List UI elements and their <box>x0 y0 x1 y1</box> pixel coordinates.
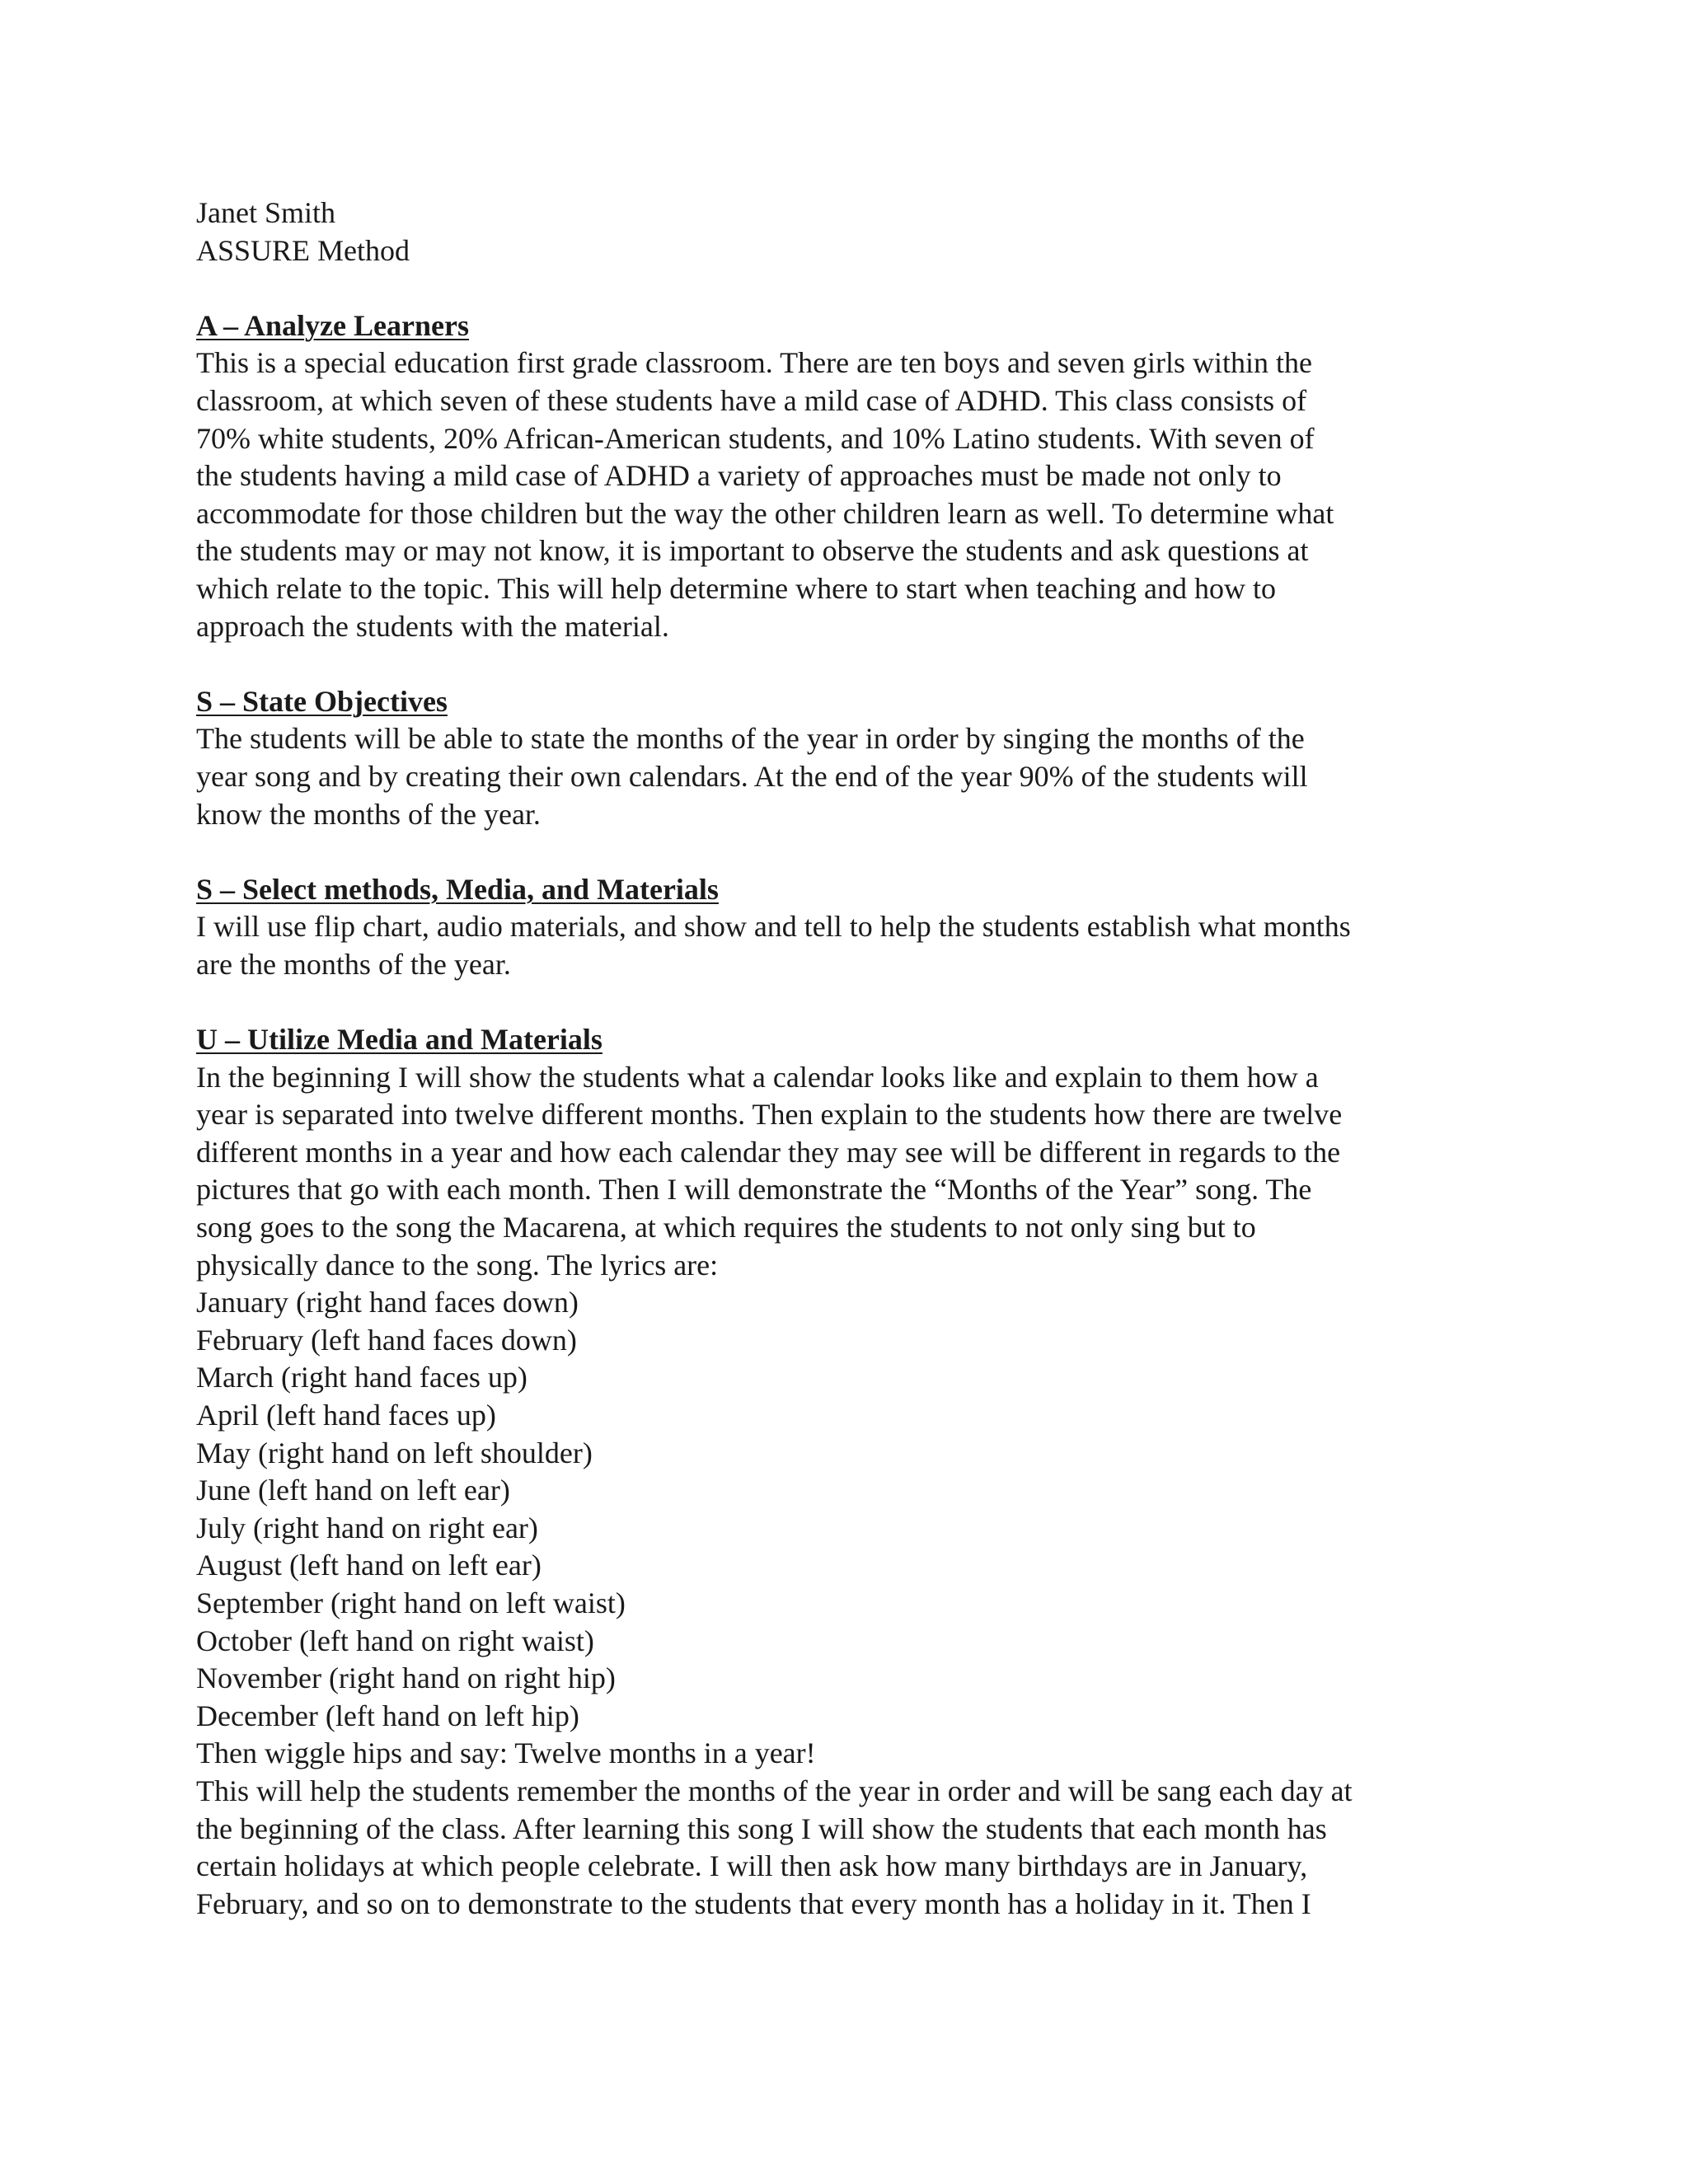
lyric-line: July (right hand on right ear) <box>196 1511 538 1544</box>
lyric-line: October (left hand on right waist) <box>196 1624 594 1657</box>
lyric-line: December (left hand on left hip) <box>196 1699 579 1732</box>
spacer <box>196 645 1482 683</box>
paragraph-line: song goes to the song the Macarena, at which requires the students to not only sing but to <box>196 1211 1256 1244</box>
section-heading-state-objectives: S – State Objectives <box>196 684 448 718</box>
lyric-line: March (right hand faces up) <box>196 1361 528 1394</box>
lyric-line: Then wiggle hips and say: Twelve months in a year! <box>196 1736 816 1770</box>
section-heading-select-methods: S – Select methods, Media, and Materials <box>196 872 719 906</box>
spacer <box>196 269 1482 307</box>
paragraph-line: In the beginning I will show the students what a calendar looks like and explain to them how a <box>196 1060 1319 1094</box>
paragraph-line: the beginning of the class. After learning this song I will show the students that each month has <box>196 1811 1327 1845</box>
paragraph-line: different months in a year and how each calendar they may see will be different in regards to the <box>196 1135 1341 1169</box>
lyric-line: September (right hand on left waist) <box>196 1586 626 1619</box>
paragraph-line: approach the students with the material. <box>196 609 669 643</box>
paragraph-line: I will use flip chart, audio materials, and show and tell to help the students establish what months <box>196 910 1351 944</box>
paragraph-line: the students having a mild case of ADHD a variety of approaches must be made not only to <box>196 459 1282 493</box>
lyric-line: August (left hand on left ear) <box>196 1549 542 1582</box>
document-page <box>196 194 1482 1923</box>
lyric-line: May (right hand on left shoulder) <box>196 1436 593 1469</box>
paragraph-line: 70% white students, 20% African-American students, and 10% Latino students. With seven of <box>196 421 1315 455</box>
paragraph-line: year song and by creating their own calendars. At the end of the year 90% of the students will <box>196 759 1308 793</box>
paragraph-line: This is a special education first grade classroom. There are ten boys and seven girls within the <box>196 346 1312 380</box>
author-name: Janet Smith <box>196 196 335 229</box>
paragraph-line: physically dance to the song. The lyrics are: <box>196 1248 719 1282</box>
section-heading-utilize-media: U – Utilize Media and Materials <box>196 1023 603 1057</box>
paragraph-line: which relate to the topic. This will help determine where to start when teaching and how to <box>196 571 1276 605</box>
paragraph-line: This will help the students remember the months of the year in order and will be sang each day at <box>196 1774 1353 1807</box>
paragraph-line: accommodate for those children but the way the other children learn as well. To determine what <box>196 496 1334 530</box>
paragraph-line: February, and so on to demonstrate to the students that every month has a holiday in it. Then I <box>196 1886 1311 1920</box>
paragraph-line: know the months of the year. <box>196 797 541 831</box>
lyric-line: February (left hand faces down) <box>196 1323 577 1357</box>
paragraph-line: are the months of the year. <box>196 947 511 981</box>
section-heading-analyze-learners: A – Analyze Learners <box>196 308 469 342</box>
paragraph-line: The students will be able to state the months of the year in order by singing the months of the <box>196 722 1305 756</box>
lyric-line: November (right hand on right hip) <box>196 1661 616 1695</box>
paragraph-line: certain holidays at which people celebrate. I will then ask how many birthdays are in January, <box>196 1849 1308 1883</box>
lyric-line: January (right hand faces down) <box>196 1286 579 1319</box>
spacer <box>196 983 1482 1021</box>
spacer <box>196 833 1482 871</box>
paragraph-line: year is separated into twelve different months. Then explain to the students how there are twelve <box>196 1098 1343 1132</box>
paragraph-line: pictures that go with each month. Then I will demonstrate the “Months of the Year” song. The <box>196 1173 1312 1207</box>
paragraph-line: classroom, at which seven of these students have a mild case of ADHD. This class consists of <box>196 383 1307 417</box>
lyric-line: June (left hand on left ear) <box>196 1474 510 1507</box>
document-title: ASSURE Method <box>196 233 410 267</box>
lyric-line: April (left hand faces up) <box>196 1399 496 1432</box>
paragraph-line: the students may or may not know, it is important to observe the students and ask questions at <box>196 534 1309 568</box>
